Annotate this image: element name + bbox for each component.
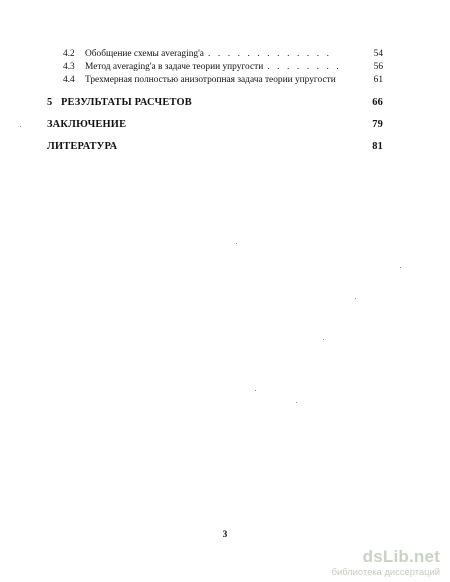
toc-entry-page: 54: [373, 49, 383, 59]
scan-speck: [255, 390, 256, 391]
toc-entry-4-3[interactable]: [63, 61, 383, 74]
toc-chapter-title: ЛИТЕРАТУРА: [47, 141, 118, 152]
toc-entry-page: 56: [373, 62, 383, 72]
scan-speck: [296, 402, 297, 403]
toc-chapter-title: ЗАКЛЮЧЕНИЕ: [47, 119, 127, 130]
toc-entry-4-2[interactable]: [63, 48, 383, 61]
scan-speck: [323, 339, 324, 340]
watermark: [328, 548, 440, 578]
scan-speck: [236, 243, 237, 244]
scan-speck: [355, 298, 356, 299]
toc-entry-number: 4.2: [63, 49, 75, 59]
toc-chapter-page: 81: [372, 141, 383, 152]
toc-entry-number: 4.3: [63, 62, 75, 72]
scan-speck: [20, 126, 21, 127]
toc-conclusion[interactable]: [47, 117, 383, 133]
toc-chapter-page: 66: [372, 97, 383, 108]
toc-entry-4-4[interactable]: [63, 74, 383, 87]
watermark-tagline: библиотека диссертаций: [331, 566, 440, 577]
toc-entry-title: Трехмерная полностью анизотропная задача теории упругости: [85, 75, 336, 85]
toc-entry-number: 4.4: [63, 75, 75, 85]
toc-leader-dots: . . . . . . . .: [267, 62, 342, 72]
watermark-logo: dsLib.net: [362, 547, 440, 566]
toc-chapter-5[interactable]: [47, 95, 383, 111]
toc-entry-title: Обобщение схемы averaging'а: [85, 49, 204, 59]
toc-entry-page: 61: [373, 75, 383, 85]
toc-leader-dots: . . . . . . . . . . . . .: [207, 49, 332, 59]
table-of-contents: [47, 48, 383, 155]
toc-entry-title: Метод averaging'а в задаче теории упругости: [85, 62, 264, 72]
page-number: 3: [222, 530, 228, 540]
scan-speck: [400, 267, 401, 268]
toc-chapter-title: РЕЗУЛЬТАТЫ РАСЧЕТОВ: [61, 97, 192, 108]
toc-chapter-number: 5: [47, 97, 53, 108]
toc-references[interactable]: [47, 139, 383, 155]
toc-chapter-page: 79: [372, 119, 383, 130]
